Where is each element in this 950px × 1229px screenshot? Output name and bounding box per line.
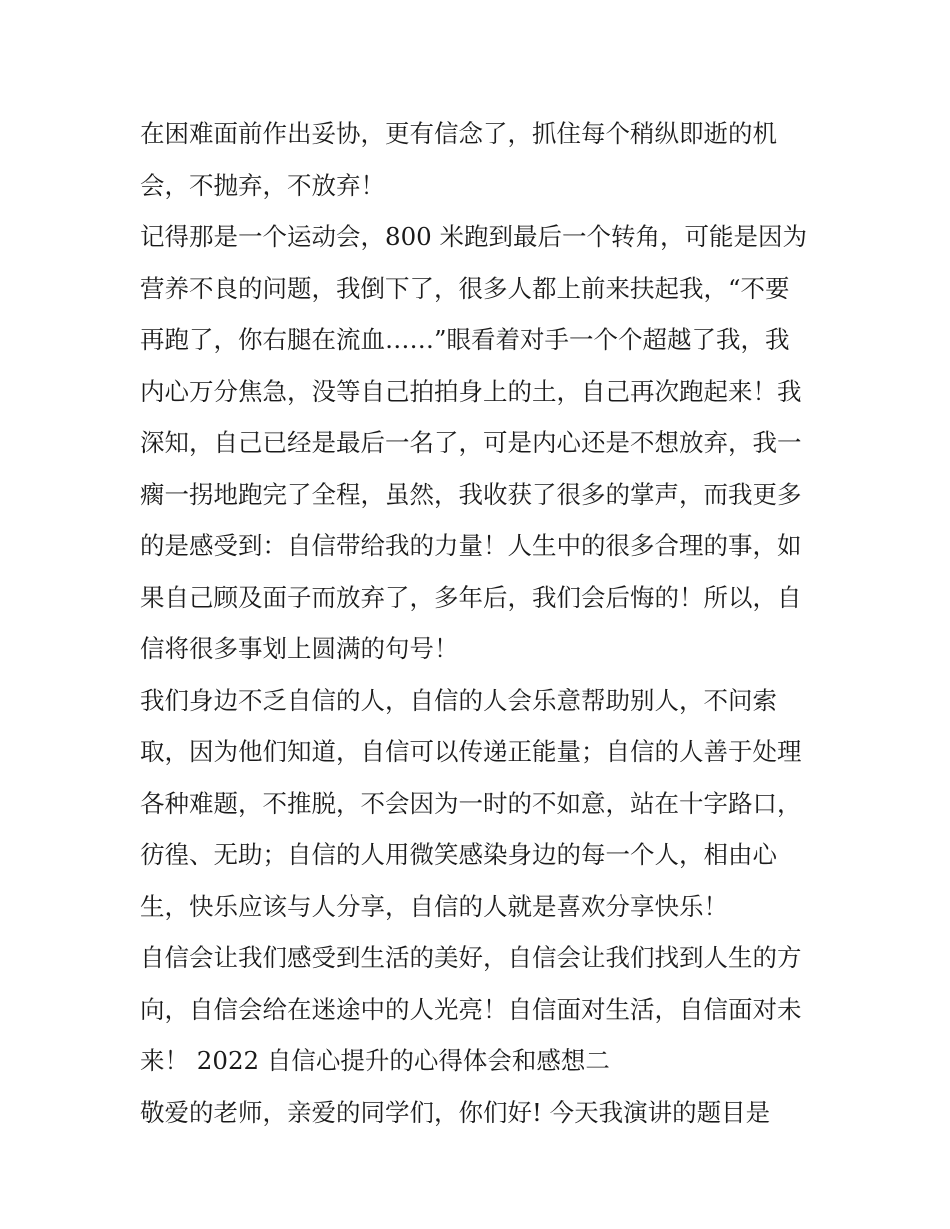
text-line: 会，不抛弃，不放弃！ bbox=[140, 170, 385, 200]
text-line: 取，因为他们知道，自信可以传递正能量；自信的人善于处理 bbox=[140, 737, 802, 766]
text-line: 生，快乐应该与人分享，自信的人就是喜欢分享快乐！ bbox=[140, 891, 728, 921]
text-line: 的是感受到：自信带给我的力量！人生中的很多合理的事，如 bbox=[140, 531, 802, 560]
text-line: 内心万分焦急，没等自己拍拍身上的土，自己再次跑起来！我 bbox=[140, 376, 802, 406]
text-line: 深知，自己已经是最后一名了，可是内心还是不想放弃，我一 bbox=[140, 428, 802, 457]
document-body bbox=[140, 108, 820, 1138]
text-line: 敬爱的老师，亲爱的同学们，你们好! 今天我演讲的题目是 bbox=[140, 1097, 771, 1127]
text-line: 在困难面前作出妥协，更有信念了，抓住每个稍纵即逝的机 bbox=[140, 119, 777, 148]
text-line: 记得那是一个运动会，800 米跑到最后一个转角，可能是因为 bbox=[140, 222, 808, 251]
text-line: 果自己顾及面子而放弃了，多年后，我们会后悔的！所以，自 bbox=[140, 582, 802, 612]
text-line: 向，自信会给在迷途中的人光亮！自信面对生活，自信面对未 bbox=[140, 994, 802, 1024]
text-line: 瘸一拐地跑完了全程，虽然，我收获了很多的掌声，而我更多 bbox=[140, 479, 802, 509]
text-line: 营养不良的问题，我倒下了，很多人都上前来扶起我，“不要 bbox=[140, 273, 790, 303]
text-line: 自信会让我们感受到生活的美好，自信会让我们找到人生的方 bbox=[140, 943, 802, 972]
text-line: 信将很多事划上圆满的句号！ bbox=[140, 634, 459, 663]
text-line: 再跑了，你右腿在流血……”眼看着对手一个个超越了我，我 bbox=[140, 325, 790, 354]
text-line: 各种难题，不推脱，不会因为一时的不如意，站在十字路口， bbox=[140, 788, 802, 818]
text-line: 来！ 2022 自信心提升的心得体会和感想二 bbox=[140, 1046, 610, 1075]
text-line: 我们身边不乏自信的人，自信的人会乐意帮助别人，不问索 bbox=[140, 685, 777, 715]
text-line: 彷徨、无助；自信的人用微笑感染身边的每一个人，相由心 bbox=[140, 840, 777, 869]
